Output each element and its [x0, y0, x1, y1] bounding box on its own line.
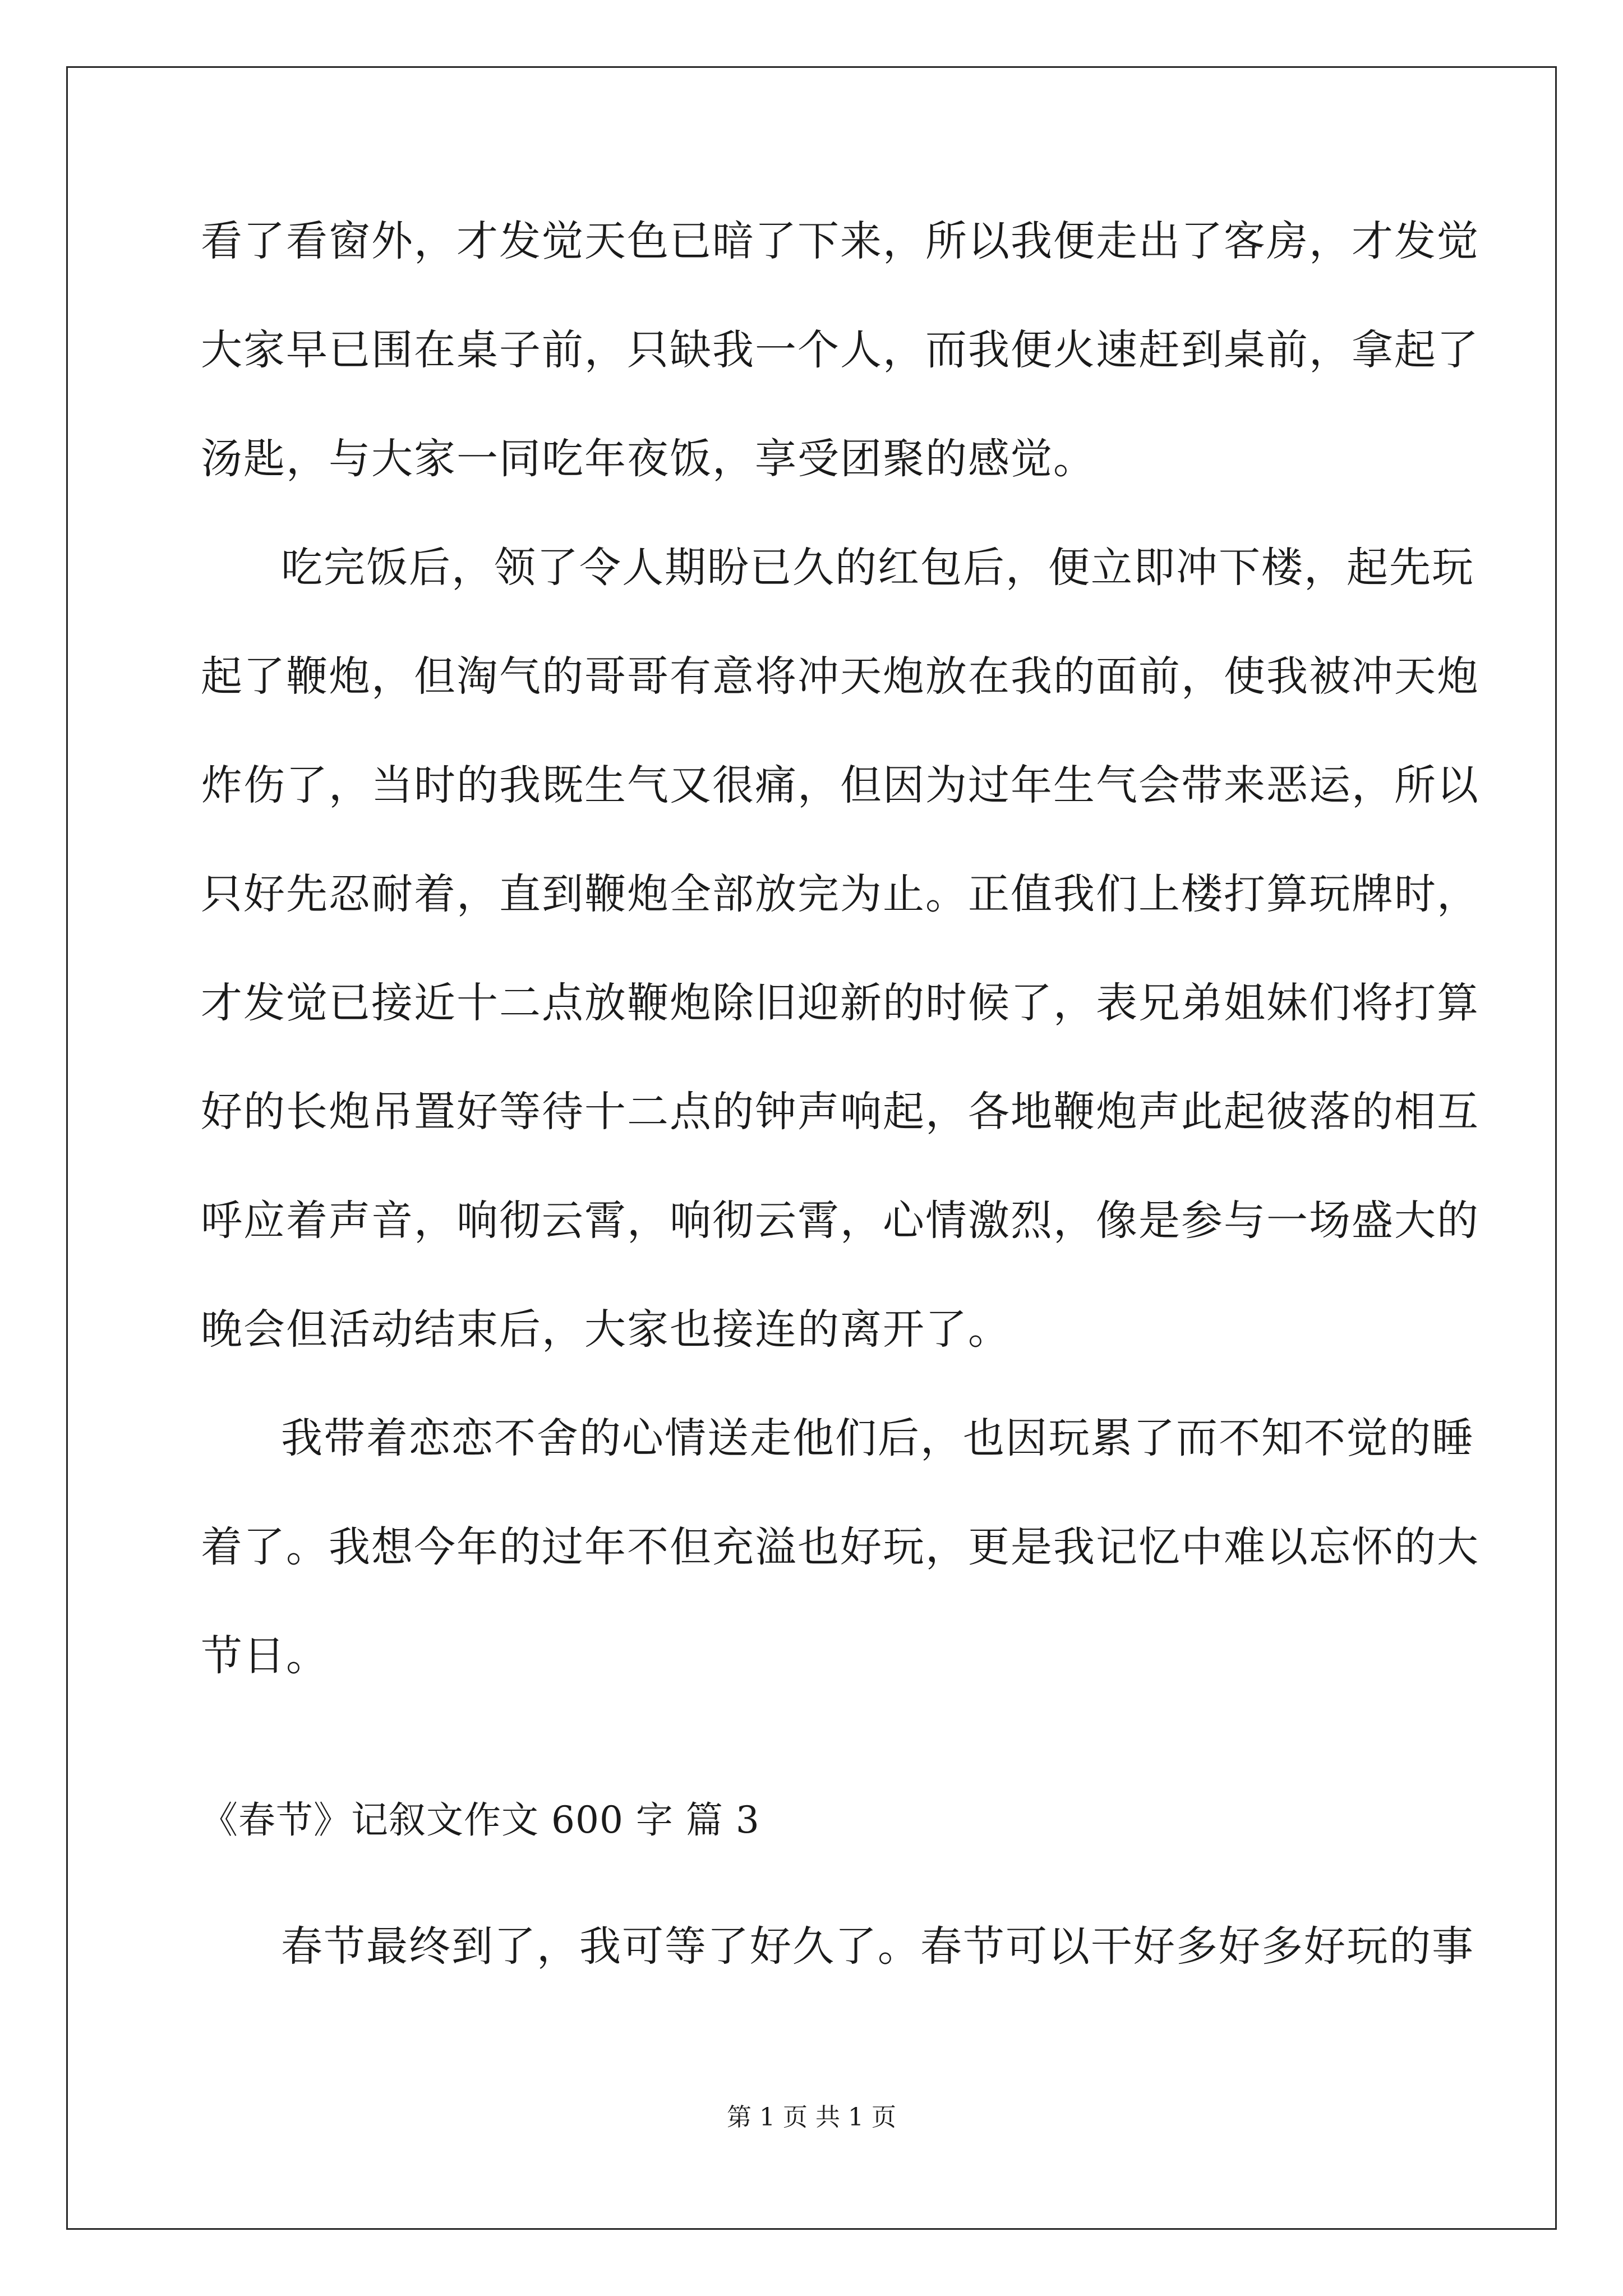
- page-border: [66, 66, 1557, 2230]
- text-line: 汤匙，与大家一同吃年夜饭，享受团聚的感觉。: [201, 435, 1096, 483]
- page-footer: 第 1 页 共 1 页: [727, 2103, 896, 2132]
- text-line: 晚会但活动结束后，大家也接连的离开了。: [201, 1305, 1011, 1354]
- text-line: 大家早已围在桌子前，只缺我一个人，而我便火速赶到桌前，拿起了: [201, 326, 1479, 374]
- text-line: 好的长炮吊置好等待十二点的钟声响起，各地鞭炮声此起彼落的相互: [201, 1088, 1479, 1136]
- text-line: 春节最终到了，我可等了好久了。春节可以干好多好多好玩的事: [281, 1922, 1474, 1971]
- text-line: 炸伤了，当时的我既生气又很痛，但因为过年生气会带来恶运，所以: [201, 761, 1479, 809]
- text-line: 才发觉已接近十二点放鞭炮除旧迎新的时候了，表兄弟姐妹们将打算: [201, 979, 1479, 1027]
- text-line: 呼应着声音，响彻云霄，响彻云霄，心情激烈，像是参与一场盛大的: [201, 1197, 1479, 1245]
- text-line: 起了鞭炮，但淘气的哥哥有意将冲天炮放在我的面前，使我被冲天炮: [201, 652, 1479, 701]
- text-line: 看了看窗外，才发觉天色已暗了下来，所以我便走出了客房，才发觉: [201, 217, 1479, 265]
- text-line: 着了。我想今年的过年不但充溢也好玩，更是我记忆中难以忘怀的大: [201, 1523, 1479, 1571]
- section-heading: 《春节》记叙文作文 600 字 篇 3: [201, 1798, 760, 1842]
- text-line: 节日。: [201, 1632, 329, 1680]
- text-line: 吃完饭后，领了令人期盼已久的红包后，便立即冲下楼，起先玩: [281, 544, 1474, 592]
- text-line: 我带着恋恋不舍的心情送走他们后，也因玩累了而不知不觉的睡: [281, 1414, 1474, 1462]
- text-line: 只好先忍耐着，直到鞭炮全部放完为止。正值我们上楼打算玩牌时，: [201, 870, 1479, 918]
